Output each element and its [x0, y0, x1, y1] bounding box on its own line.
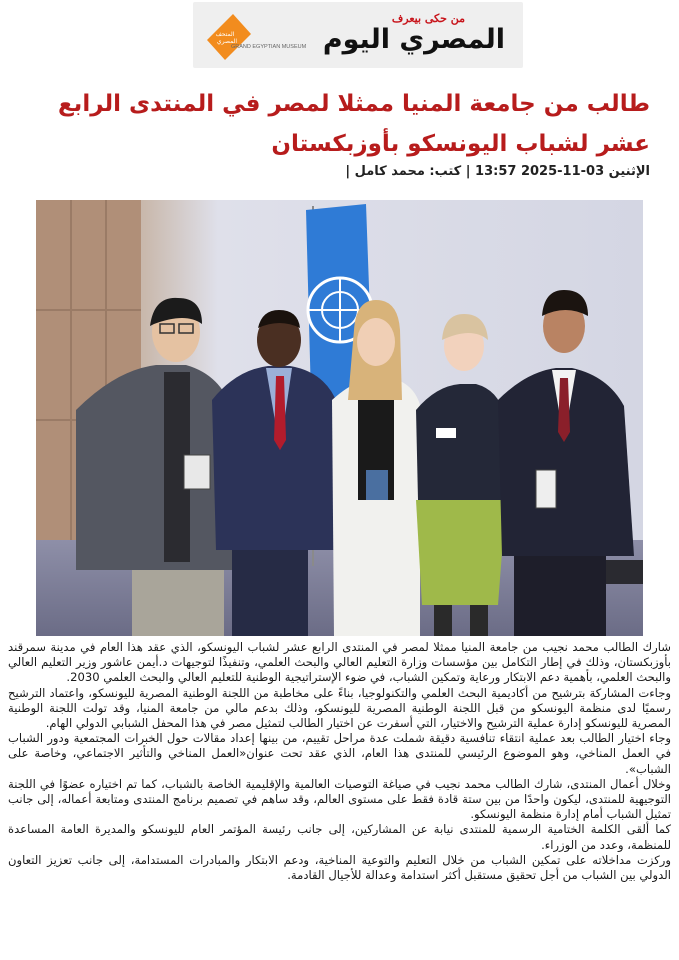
- masthead-banner[interactable]: [193, 2, 523, 68]
- article-meta: [20, 164, 650, 179]
- svg-text:المتحف: المتحف: [215, 31, 235, 38]
- article-paragraph: وجاء اختيار الطالب بعد عملية انتقاء تنافسية دقيقة شملت عدة مراحل تقييم، من بينها إعداد مقالات حول الخبرات المجتمعية ودور الشباب في العمل المناخي، وهو الموضوع الرئيسي للمنتدى هذا العام، الذي عقد تحت عنوان«العمل المناخي والتأثير الاجتماعي، وخاصة على الشباب».: [8, 731, 671, 776]
- grand-egyptian-museum-logo-icon: [203, 10, 255, 62]
- article-paragraph: وخلال أعمال المنتدى، شارك الطالب محمد نجيب في صياغة التوصيات العالمية والإقليمية الخاصة بالشباب، كما تم اختياره عضوًا في اللجنة التوجيهية للمنتدى، ليكون واحدًا من بين ستة قادة فقط على مستوى العالم، وقد ساهم في تصميم برنامج المنتدى ومتابعة أعماله، إلى جانب تمثيل الشباب أمام إدارة منظمة اليونسكو.: [8, 776, 671, 822]
- article-paragraph: وجاءت المشاركة بترشيح من أكاديمية البحث العلمي والتكنولوجيا، بناءً على مخاطبة من اللجنة الوطنية المصرية لليونسكو، واعتماد الترشيح رسميًا لدى منظمة اليونسكو من قبل اللجنة الوطنية المصرية لليونسكو، وذلك بدعم مالي من جامعة المنيا، وقد تولت اللجنة الوطنية المصرية لليونسكو إدارة عملية الترشيح والاختيار، التي أسفرت عن اختيار الطالب لتمثيل مصر في هذا المحفل الشبابي الدولي الهام.: [8, 685, 671, 731]
- article-paragraph: وركزت مداخلاته على تمكين الشباب من خلال التعليم والتوعية المناخية، ودعم الابتكار والمبادرات المستدامة، إلى جانب تعزيز التعاون الدولي بين الشباب من أجل تحقيق مستقبل أكثر استدامة وعدالة للأجيال القادمة.: [8, 852, 671, 883]
- article-headline: طالب من جامعة المنيا ممثلا لمصر في المنتدى الرابع عشر لشباب اليونسكو بأوزبكستان: [57, 91, 650, 157]
- author-byline: | كتب: محمد كامل |: [345, 164, 471, 179]
- article-photo: [36, 200, 643, 636]
- svg-text:المصري: المصري: [216, 38, 238, 45]
- article-paragraph: شارك الطالب محمد نجيب من جامعة المنيا ممثلا لمصر في المنتدى الرابع عشر لشباب اليونسكو، الذي عقد هذا العام في مدينة سمرقند بأوزبكستان، وذلك في إطار التكامل بين مؤسسات وزارة التعليم العالي والبحث العلمي، وتنفيذًا لتوجيهات د.أيمن عاشور وزير التعليم العالي والبحث العلمي، بأهمية دعم الابتكار ورعاية وتمكين الشباب، في ضوء الإستراتيجية الوطنية للتعليم العالي والبحث العلمي 2030.: [8, 640, 671, 685]
- article-paragraph: كما ألقى الكلمة الختامية الرسمية للمنتدى نيابة عن المشاركين، إلى جانب رئيسة المؤتمر العام لليونسكو والمديرة العامة المساعدة للمنظمة، وعدد من الوزراء.: [8, 822, 671, 852]
- publish-date: الإثنين 03-11-2025 13:57: [475, 164, 650, 179]
- brand-logo-text: المصري اليوم: [322, 24, 505, 55]
- brand-tagline: من حكى بيعرف: [391, 12, 465, 25]
- museum-label: GRAND EGYPTIAN MUSEUM: [231, 44, 307, 50]
- article-body: [8, 640, 671, 883]
- group-photo-illustration: [36, 200, 643, 636]
